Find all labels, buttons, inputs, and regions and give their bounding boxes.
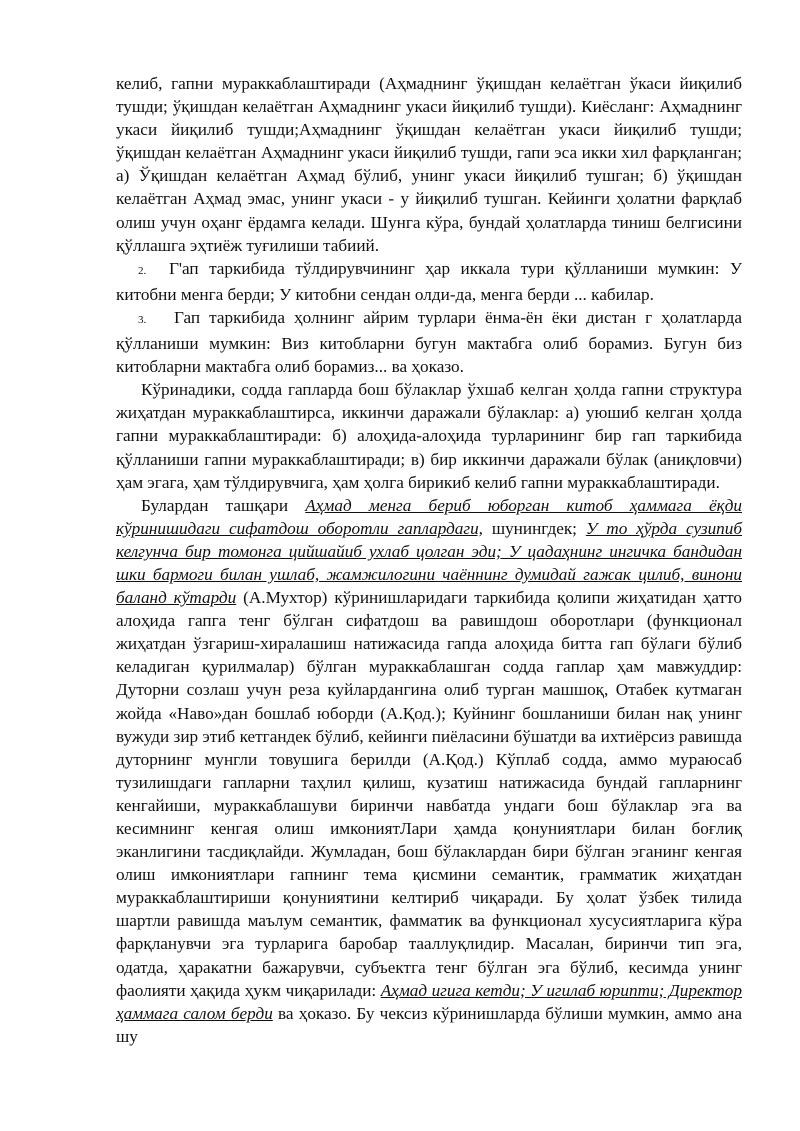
list-number: 2. <box>138 264 147 277</box>
list-item-text: Гап таркибида ҳолнинг айрим турлари ёнма-ён ёки дистан г ҳолатларда қўлланиши мумкин: Виз китобларни бугун мактабга олиб борамиз. Бугун биз китобларни мактабга олиб борамиз... ва ҳоказо. <box>116 307 742 377</box>
text-span: (А.Мухтор) кўринишларидаги таркибида қолипи жиҳатидан ҳатто алоҳида гапга тенг бўлган сифатдош ва равишдош оборотлари (функционал жиҳатдан ўзгариш-хиралашиш натижасида гапда алоҳида битта гап бўлаги бўлиб келадиган қурилмалар) бўлган мураккаблашган содда гаплар ҳам мавжуддир: Дуторни созлаш учун реза куйлардангина олиб турган машшоқ, Отабек кутмаган жойда «Наво»дан бошлаб юборди (А.Қод.); Куйнинг бошланиши билан нақ унинг вужуди зир этиб кетгандек бўлиб, кейинги пиёласини бўшатди ва ихтиёрсиз равишда дуторнинг мунгли товушига берилди (А.Қод.) Кўплаб содда, аммо мураюсаб тузилишдаги гапларни таҳлил қилиш, кузатиш натижасида бундай гапларнинг кенгайиши, мураккаблашуви биринчи навбатда ундаги бош бўлаклар эга ва кесимнинг кенгая олиш имкониятЛари ҳамда қонуниятлари билан боғлиқ эканлигини тасдиқлайди. Жумладан, бош бўлаклардан бири бўлган эганинг кенгая олиш имкониятлари гапнинг тема қисмини семантик, грамматик жиҳатдан мураккаблаштириши қонуниятини келтириб чиқаради. Бу ҳолат ўзбек тилида шартли равишда маълум семантик, фамматик ва функционал хусусиятларига кўра фарқланувчи эга турларига баробар тааллуқлидир. Масалан, биринчи тип эга, одатда, ҳаракатни бажарувчи, субъектга тенг бўлган эга бўлиб, кесимда унинг фаолияти ҳақида ҳукм чиқарилади: <box>116 588 742 1000</box>
paragraph-summary: Кўринадики, содда гапларда бош бўлаклар ўхшаб келган ҳолда гапни структура жиҳатдан мураккаблаштирса, иккинчи даражали бўлаклар: а) уюшиб келган ҳолда гапни мураккаблаштиради: б) алоҳида-алоҳида турларининг бир гап таркибида қўлланиши гапни мураккаблаштиради; в) бир иккинчи даражали бўлак (аниқловчи) ҳам эгага, ҳам тўлдирувчига, ҳам ҳолга бирикиб келиб гапни мураккаблаштиради. <box>116 380 742 492</box>
text-span: ва ҳоказо. Бу чексиз кўринишларда бўлиши мумкин, аммо ана шу <box>116 1003 742 1046</box>
example-sentence: Аҳмад менга бериб юборган китоб ҳаммага ёқди кўринишидаги сифатдош оборотли гаплардаги, <box>116 495 742 538</box>
list-item-2 <box>116 257 742 306</box>
paragraph-examples <box>116 494 742 1048</box>
text-span: шунингдек; <box>482 518 586 538</box>
list-number: 3. <box>138 313 147 326</box>
paragraph-continuation: келиб, гапни мураккаблаштиради (Аҳмаднинг ўқишдан келаётган ўкаси йиқилиб тушди; ўқишдан келаётган Аҳмаднинг укаси йиқилиб тушди). Киёсланг: Аҳмаднинг укаси йиқилиб тушди;Аҳмаднинг ўқишдан келаётган укаси йиқилиб тушди; ўқишдан келаётган Аҳмаднинг укаси йиқилиб тушди, гапи эса икки хил фарқланган; а) Ўқишдан келаётган Аҳмад бўлиб, унинг укаси йиқилиб тушган; б) ўқишдан келаётган Аҳмад эмас, унинг укаси - у йиқилиб тушган. Кейинги ҳолатни фарқлаб олиш учун оҳанг ёрдамга келади. Шунга кўра, бундай ҳолатларда тиниш белгисини қўллашга эҳтиёж туғилиши табиий. <box>116 74 742 255</box>
text-span: Булардан ташқари <box>141 495 306 515</box>
list-item-text: Г'ап таркибида тўлдирувчининг ҳар иккала тури қўлланиши мумкин: У китобни менга берди; У китобни сендан олди-да, менга берди ... кабилар. <box>116 258 742 304</box>
example-sentence: Аҳмад игига кетди; У игилаб юрипти; Директор ҳаммага салом берди <box>116 980 742 1023</box>
list-item-3 <box>116 306 742 378</box>
example-sentence: У то ҳўрда сузипиб келгунча бир томонга цийшайиб ухлаб цолган эди; У цадаҳнинг ингичка бандидан шки бармоги билан ушлаб, жамжилогини чаённинг думидай гажак цилиб, винони баланд кўтарди <box>116 518 742 608</box>
